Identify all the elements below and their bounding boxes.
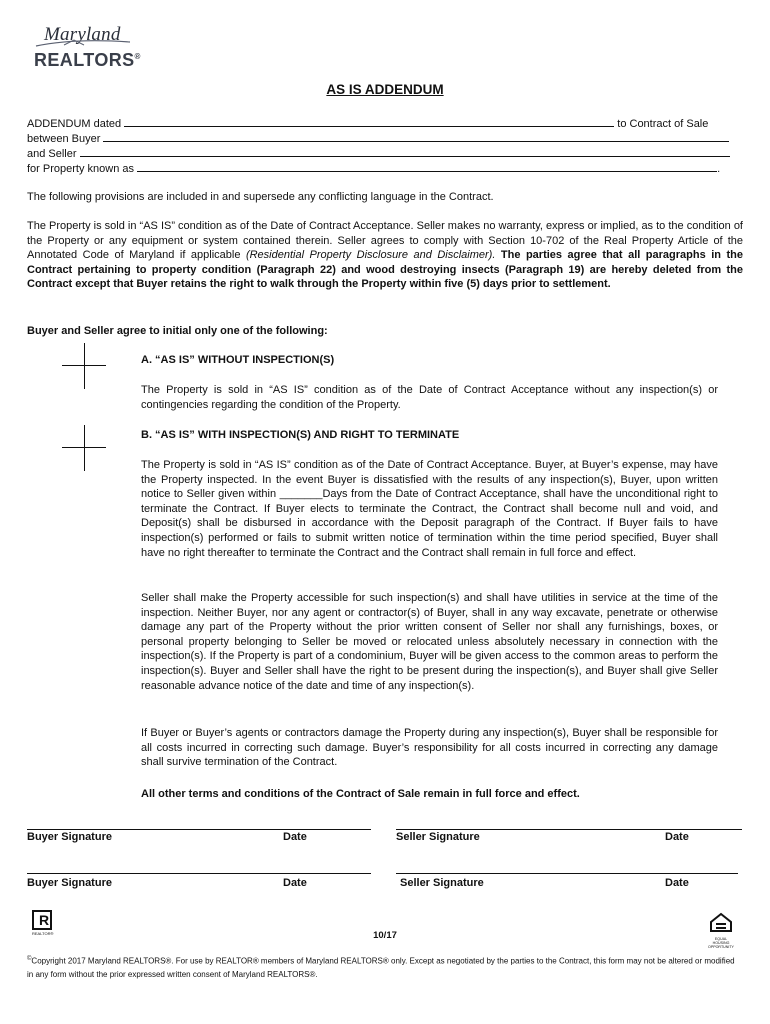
and-seller-line	[27, 146, 740, 161]
seller-name-field[interactable]	[80, 146, 730, 157]
option-b-paragraph-2: Seller shall make the Property accessible for such inspection(s) and shall have utilities in service at the time of the inspection. Neither Buyer, nor any agent or contractor(s) of Buyer, shall in any way excavate, penetrate or otherwise damage any part of the Property without the prior written consent of Seller nor shall any furnishings, boxes, or personal property belonging to Seller be moved or relocated unless absolutely necessary in connection with the inspection(s). If the Property is part of a condominium, Buyer will be given access to the common areas to perform the inspection(s). Buyer and Seller shall have the right to be present during the inspection(s), and Buyer shall give Seller reasonable advance notice of the date and time of any inspection(s).	[141, 592, 718, 692]
logo-swoosh-icon	[34, 36, 134, 50]
between-buyer-label: between Buyer	[27, 133, 101, 145]
seller-signature-line-2[interactable]	[396, 873, 738, 874]
equal-housing-icon	[708, 912, 734, 949]
buyer-signature-label-1: Buyer Signature	[27, 831, 112, 843]
intro-paragraph: The following provisions are included in and supersede any conflicting language in the Contract.	[27, 191, 494, 203]
logo-script-text: Maryland	[44, 24, 121, 45]
addendum-dated-line	[27, 116, 740, 131]
property-address-field[interactable]	[137, 161, 717, 172]
option-b-paragraph-3: If Buyer or Buyer’s agents or contractors damage the Property during any inspection(s), Buyer shall be responsible for all costs incurred in correcting such damage. Buyer’s responsibility for all costs incurred in correcting any damage shall survive termination of the Contract.	[141, 727, 718, 769]
maryland-realtors-logo	[34, 22, 141, 72]
property-sold-italic: (Residential Property Disclosure and Disclaimer).	[245, 249, 496, 262]
seller-date-label-2: Date	[665, 877, 689, 889]
seller-signature-line-1[interactable]	[396, 829, 742, 830]
realtor-logo-mark: R	[39, 912, 50, 928]
addendum-dated-label: ADDENDUM dated	[27, 118, 122, 130]
copyright-notice	[27, 953, 743, 981]
equal-housing-house-icon	[708, 912, 734, 932]
seller-signature-label-2: Seller Signature	[400, 877, 484, 889]
initial-box-a-vertical[interactable]	[84, 343, 85, 389]
logo-word	[34, 50, 141, 71]
logo-reg-mark: ®	[134, 52, 141, 61]
addendum-date-field[interactable]	[124, 116, 614, 127]
logo-word-text: REALTORS	[34, 50, 135, 70]
option-b-paragraph-1: The Property is sold in “AS IS” condition as of the Date of Contract Acceptance. Buyer, at Buyer’s expense, may have the Property inspected. In the event Buyer is dissatisfied with the results of any inspection(s), Buyer, upon written notice to Seller given within _______Days from the Date of Contract Acceptance, shall have the unconditional right to terminate the Contract. If Buyer elects to terminate the Contract, the Contract shall become null and void, and Deposit(s) shall be disbursed in accordance with the Deposit paragraph of the Contract. If Buyer fails to have inspection(s) performed or fails to submit written notice of termination within the time period specified, Buyer shall have no right thereafter to terminate the Contract and the Contract shall remain in full force and effect.	[141, 459, 718, 559]
buyer-signature-line-1[interactable]	[27, 829, 371, 830]
form-date: 10/17	[373, 930, 397, 941]
seller-signature-label-1: Seller Signature	[396, 831, 480, 843]
option-a-text: The Property is sold in “AS IS” condition as of the Date of Contract Acceptance without any inspection(s) or contingencies regarding the condition of the Property.	[141, 384, 718, 411]
property-sold-bold: The parties agree that all paragraphs in the Contract pertaining to property condition (Paragraph 22) and wood destroying insects (Paragraph 19) are hereby deleted from the Contract except that Buyer retains the right to walk through the Property within five (5) days prior to settlement.	[27, 249, 744, 291]
page-title: AS IS ADDENDUM	[326, 82, 444, 97]
copyright-symbol: ©	[27, 956, 32, 962]
equal-housing-caption: EQUAL HOUSING OPPORTUNITY	[708, 937, 734, 949]
initial-box-b-horizontal[interactable]	[62, 447, 106, 448]
for-property-label: for Property known as	[27, 163, 134, 175]
initial-box-a-horizontal[interactable]	[62, 365, 106, 366]
property-line-period: .	[717, 163, 721, 175]
option-b-heading: B. “AS IS” WITH INSPECTION(S) AND RIGHT TO TERMINATE	[141, 429, 460, 441]
property-sold-text: The Property is sold in “AS IS” condition as of the Date of Contract Acceptance. Seller makes no warranty, express or implied, as to the condition of the Property or any equipment or system contained therein. Seller agrees to comply with Section 10-702 of the Real Property Article of the Annotated Code of Maryland if applicable	[27, 220, 743, 262]
buyer-date-label-2: Date	[283, 877, 307, 889]
buyer-name-field[interactable]	[103, 131, 729, 142]
buyer-signature-line-2[interactable]	[27, 873, 371, 874]
property-sold-paragraph	[27, 219, 743, 292]
to-contract-label: to Contract of Sale	[617, 118, 709, 130]
initial-instruction: Buyer and Seller agree to initial only one of the following:	[27, 325, 328, 337]
and-seller-label: and Seller	[27, 148, 77, 160]
buyer-date-label-1: Date	[283, 831, 307, 843]
seller-date-label-1: Date	[665, 831, 689, 843]
realtor-logo-caption: REALTOR®	[32, 931, 54, 936]
copyright-text: Copyright 2017 Maryland REALTORS®. For use by REALTOR® members of Maryland REALTORS® only. Except as negotiated by the parties to the Contract, this form may not be altered or modified in any form without the prior expressed written consent of Maryland REALTORS®.	[27, 956, 735, 979]
option-a-heading: A. “AS IS” WITHOUT INSPECTION(S)	[141, 354, 335, 366]
property-known-line	[27, 161, 740, 176]
between-buyer-line	[27, 131, 740, 146]
buyer-signature-label-2: Buyer Signature	[27, 877, 112, 889]
initial-box-b-vertical[interactable]	[84, 425, 85, 471]
closing-statement: All other terms and conditions of the Contract of Sale remain in full force and effect.	[141, 788, 580, 800]
